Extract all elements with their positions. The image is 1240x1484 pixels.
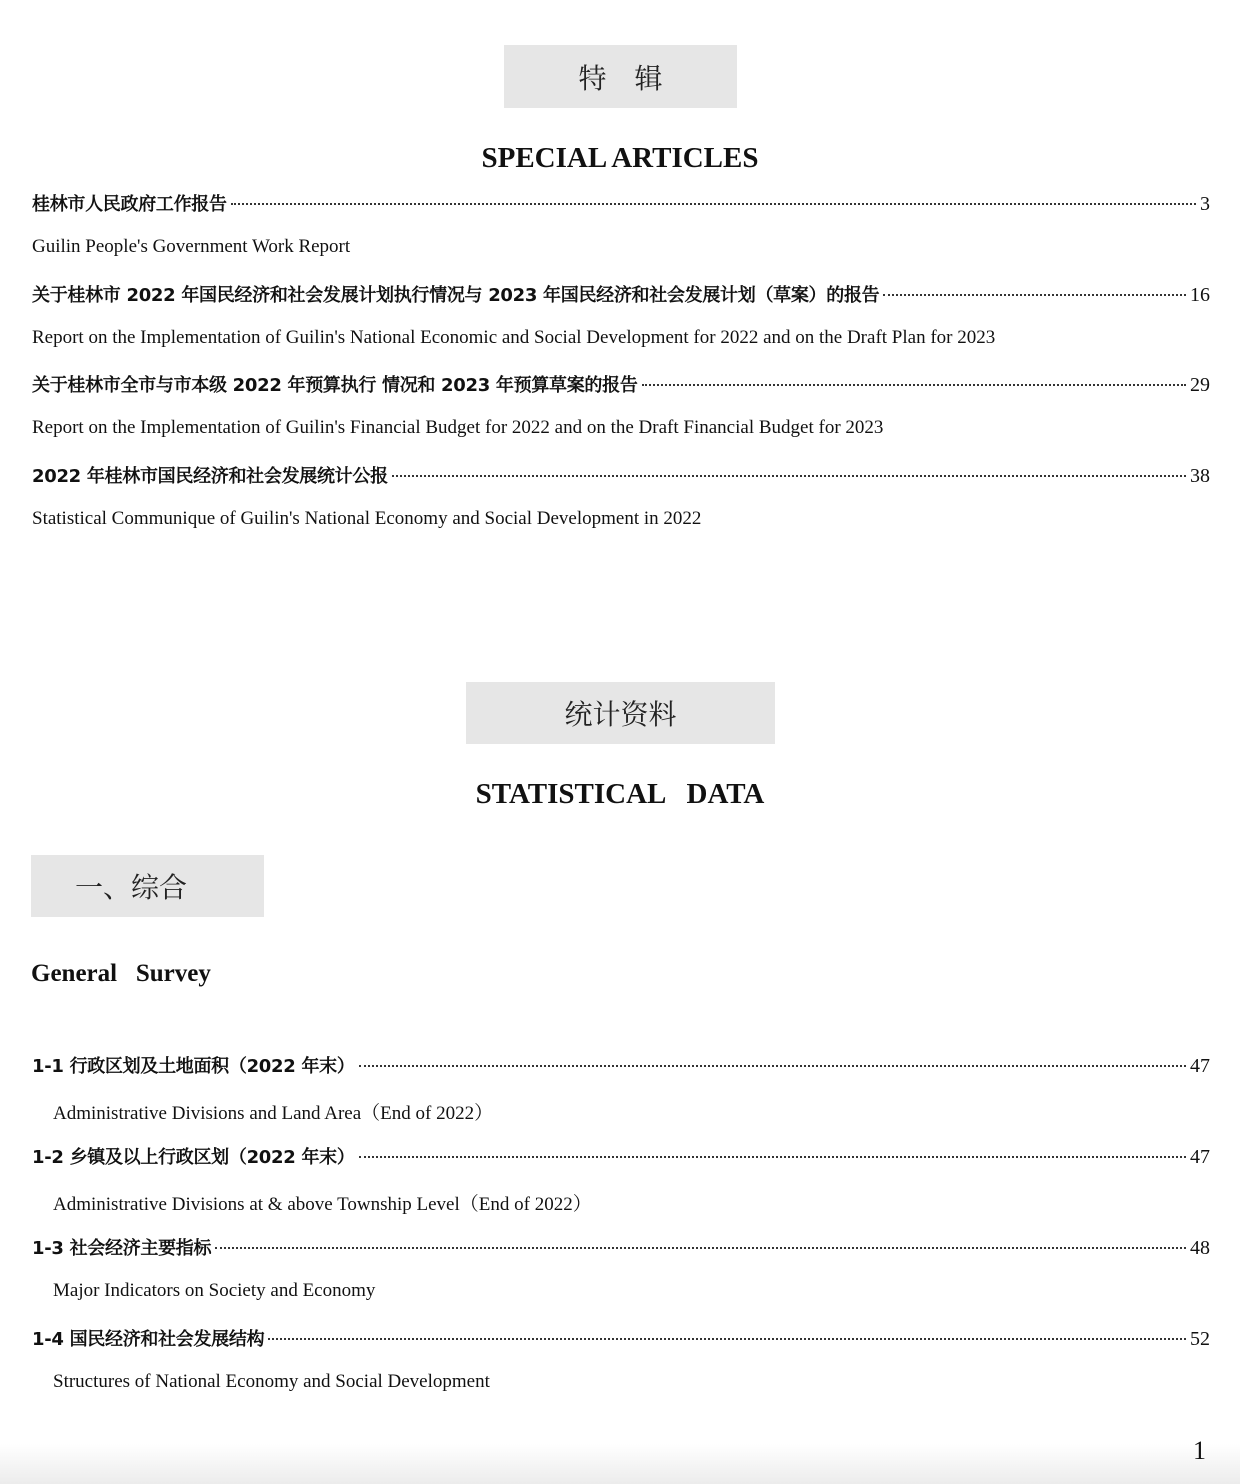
toc-entry-cn: 1-2 乡镇及以上行政区划（2022 年末）: [32, 1147, 355, 1168]
toc-entry-en: Major Indicators on Society and Economy: [53, 1280, 376, 1301]
toc-entry[interactable]: [32, 190, 1210, 216]
toc-entry-cn: 1-1 行政区划及土地面积（2022 年末）: [32, 1056, 355, 1077]
dot-leader: [359, 1065, 1186, 1067]
toc-entry[interactable]: [32, 1052, 1210, 1078]
toc-entry-en: Administrative Divisions and Land Area（End of 2022）: [53, 1103, 494, 1124]
toc-page-number: 52: [1190, 1328, 1210, 1350]
toc-entry[interactable]: [32, 371, 1210, 397]
toc-page-number: 47: [1190, 1055, 1210, 1077]
toc-entry-en: Statistical Communique of Guilin's National Economy and Social Development in 2022: [32, 508, 702, 529]
toc-entry-en: Report on the Implementation of Guilin's Financial Budget for 2022 and on the Draft Financial Budget for 2023: [32, 417, 884, 438]
toc-page-number: 48: [1190, 1237, 1210, 1259]
dot-leader: [231, 203, 1196, 205]
toc-entry-cn: 1-3 社会经济主要指标: [32, 1238, 212, 1259]
toc-page-number: 16: [1190, 284, 1210, 306]
subsection-title: General Survey: [31, 960, 211, 987]
toc-entry-en: Guilin People's Government Work Report: [32, 236, 351, 257]
toc-entry[interactable]: [32, 1143, 1210, 1169]
toc-page-number: 47: [1190, 1146, 1210, 1168]
special-section-badge: [504, 45, 737, 108]
special-section-title: SPECIAL ARTICLES: [481, 142, 759, 174]
toc-entry-en: Administrative Divisions at & above Township Level（End of 2022）: [53, 1194, 592, 1215]
special-badge-text: 特 辑: [578, 61, 663, 95]
toc-entry-cn: 桂林市人民政府工作报告: [32, 194, 227, 215]
dot-leader: [268, 1338, 1186, 1340]
subsection-badge: [31, 855, 264, 917]
toc-entry-cn: 2022 年桂林市国民经济和社会发展统计公报: [32, 466, 388, 487]
statistical-section-badge: [466, 682, 775, 744]
dot-leader: [359, 1156, 1186, 1158]
toc-entry-en: Report on the Implementation of Guilin's National Economic and Social Development for 2022 and on the Draft Plan for 2023: [32, 327, 996, 348]
toc-page-number: 3: [1200, 193, 1210, 215]
toc-entry-cn: 1-4 国民经济和社会发展结构: [32, 1329, 265, 1350]
subsection-badge-text: 一、综合: [75, 871, 188, 904]
toc-entry[interactable]: [32, 1234, 1210, 1260]
toc-entry-cn: 关于桂林市 2022 年国民经济和社会发展计划执行情况与 2023 年国民经济和社会发展计划（草案）的报告: [32, 285, 880, 306]
toc-entry-cn: 关于桂林市全市与市本级 2022 年预算执行 情况和 2023 年预算草案的报告: [32, 375, 638, 396]
statistical-badge-text: 统计资料: [564, 698, 677, 731]
toc-entry-en: Structures of National Economy and Social Development: [53, 1371, 490, 1392]
dot-leader: [642, 384, 1186, 386]
dot-leader: [215, 1247, 1186, 1249]
toc-page-number: 29: [1190, 374, 1210, 396]
statistical-section-title: STATISTICAL DATA: [475, 778, 765, 810]
page-bottom-shadow: [0, 1444, 1240, 1484]
toc-entry[interactable]: [32, 462, 1210, 488]
toc-entry[interactable]: [32, 281, 1210, 307]
dot-leader: [392, 475, 1186, 477]
toc-entry[interactable]: [32, 1325, 1210, 1351]
toc-page-number: 38: [1190, 465, 1210, 487]
page-number: 1: [1193, 1436, 1206, 1465]
dot-leader: [883, 294, 1186, 296]
